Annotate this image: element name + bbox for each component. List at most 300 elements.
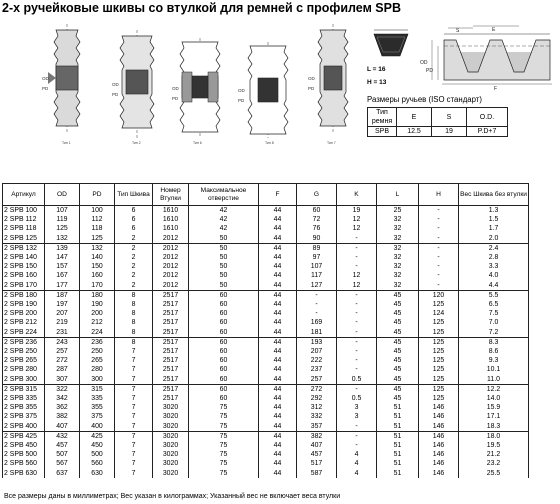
- table-cell: 44: [259, 403, 297, 412]
- table-cell: 2012: [153, 281, 189, 291]
- column-header: Артикул: [3, 184, 45, 206]
- table-cell: 0.5: [337, 394, 377, 403]
- table-cell: 60: [189, 328, 259, 338]
- table-row: [3, 384, 529, 394]
- table-cell: 42: [189, 224, 259, 233]
- table-cell: 125: [80, 234, 115, 244]
- table-cell: 90: [297, 234, 337, 244]
- table-cell: 75: [189, 422, 259, 432]
- pulley-type-7-drawing: [308, 22, 358, 142]
- table-cell: 45: [377, 290, 419, 300]
- table-row: [3, 300, 529, 309]
- table-cell: 2517: [153, 365, 189, 374]
- table-cell: 200: [80, 309, 115, 318]
- table-cell: 322: [45, 384, 80, 394]
- table-cell: 44: [259, 234, 297, 244]
- table-cell: 51: [377, 469, 419, 478]
- table-cell: 7: [115, 375, 153, 385]
- table-cell: 7: [115, 422, 153, 432]
- table-cell: 300: [80, 375, 115, 385]
- table-cell: 2 SPB 125: [3, 234, 45, 244]
- table-cell: 160: [80, 271, 115, 280]
- table-cell: 125: [419, 375, 459, 385]
- table-cell: 146: [419, 412, 459, 421]
- table-cell: 60: [189, 347, 259, 356]
- table-cell: 2 SPB 224: [3, 328, 45, 338]
- table-cell: 307: [45, 375, 80, 385]
- table-cell: 507: [45, 450, 80, 459]
- table-cell: 32: [377, 215, 419, 224]
- table-cell: 44: [259, 281, 297, 291]
- table-cell: 7: [115, 347, 153, 356]
- table-cell: 7: [115, 403, 153, 412]
- table-cell: 236: [80, 337, 115, 347]
- table-cell: 3020: [153, 450, 189, 459]
- table-cell: 7.5: [459, 309, 529, 318]
- table-cell: 2517: [153, 356, 189, 365]
- table-cell: 2517: [153, 347, 189, 356]
- groove-dimensions-title: Размеры ручьев (ISO стандарт): [367, 95, 482, 104]
- column-header: PD: [80, 184, 115, 206]
- table-cell: 44: [259, 206, 297, 216]
- table-cell: -: [419, 234, 459, 244]
- table-cell: 8: [115, 309, 153, 318]
- table-cell: 2012: [153, 234, 189, 244]
- table-cell: 42: [189, 215, 259, 224]
- table-cell: 0.5: [337, 375, 377, 385]
- table-row: [3, 459, 529, 468]
- table-cell: -: [337, 422, 377, 432]
- table-cell: 125: [45, 224, 80, 233]
- table-cell: 100: [80, 206, 115, 216]
- table-cell: -: [337, 262, 377, 271]
- table-cell: 107: [297, 262, 337, 271]
- table-cell: 50: [189, 271, 259, 280]
- table-cell: 517: [297, 459, 337, 468]
- table-cell: 44: [259, 384, 297, 394]
- table-cell: 21.2: [459, 450, 529, 459]
- table-cell: 587: [297, 469, 337, 478]
- footnote: Все размеры даны в миллиметрах; Вес указан в килограммах; Указанный вес не включает веса втулки: [4, 493, 341, 500]
- table-cell: 382: [297, 431, 337, 441]
- table-cell: 125: [419, 384, 459, 394]
- table-cell: 2 SPB 500: [3, 450, 45, 459]
- table-row: [3, 403, 529, 412]
- table-row: [3, 224, 529, 233]
- column-header: OD: [45, 184, 80, 206]
- table-row: [3, 253, 529, 262]
- table-cell: 60: [189, 356, 259, 365]
- column-header: H: [419, 184, 459, 206]
- table-cell: 44: [259, 347, 297, 356]
- table-cell: 118: [80, 224, 115, 233]
- table-cell: 125: [419, 337, 459, 347]
- table-cell: 637: [45, 469, 80, 478]
- table-cell: 119: [45, 215, 80, 224]
- table-cell: 457: [297, 450, 337, 459]
- table-cell: 8: [115, 328, 153, 338]
- table-row: [3, 394, 529, 403]
- table-cell: 2 SPB 118: [3, 224, 45, 233]
- table-cell: -: [337, 309, 377, 318]
- table-cell: 6: [115, 215, 153, 224]
- table-cell: 3020: [153, 459, 189, 468]
- table-cell: 45: [377, 394, 419, 403]
- table-cell: 75: [189, 403, 259, 412]
- table-cell: 190: [80, 300, 115, 309]
- table-cell: 50: [189, 243, 259, 253]
- table-cell: 2 SPB 400: [3, 422, 45, 432]
- table-cell: -: [419, 206, 459, 216]
- table-cell: 44: [259, 271, 297, 280]
- table-cell: 44: [259, 262, 297, 271]
- table-cell: 157: [45, 262, 80, 271]
- table-cell: 45: [377, 384, 419, 394]
- table-cell: 2 SPB 132: [3, 243, 45, 253]
- table-cell: 250: [80, 347, 115, 356]
- table-cell: -: [337, 318, 377, 327]
- table-cell: 287: [45, 365, 80, 374]
- table-cell: 2517: [153, 300, 189, 309]
- table-cell: 2 SPB 375: [3, 412, 45, 421]
- table-cell: 125: [419, 318, 459, 327]
- pulley-type-2-drawing: [112, 30, 162, 142]
- table-cell: 45: [377, 375, 419, 385]
- table-cell: 315: [80, 384, 115, 394]
- table-row: [3, 375, 529, 385]
- table-cell: 75: [189, 431, 259, 441]
- table-cell: 457: [45, 441, 80, 450]
- table-cell: 219: [45, 318, 80, 327]
- table-cell: -: [297, 290, 337, 300]
- table-cell: 7.2: [459, 328, 529, 338]
- table-cell: 7: [115, 394, 153, 403]
- table-cell: 2517: [153, 384, 189, 394]
- table-cell: -: [419, 281, 459, 291]
- table-cell: 12.2: [459, 384, 529, 394]
- table-cell: 4: [337, 450, 377, 459]
- table-cell: 125: [419, 394, 459, 403]
- table-cell: 400: [80, 422, 115, 432]
- table-cell: 139: [45, 243, 80, 253]
- table-cell: 8: [115, 300, 153, 309]
- table-cell: 32: [377, 243, 419, 253]
- table-cell: 132: [45, 234, 80, 244]
- table-cell: -: [337, 328, 377, 338]
- table-cell: 2 SPB 315: [3, 384, 45, 394]
- groove-cell: SPB: [368, 127, 397, 137]
- pd-label: PD: [426, 68, 433, 74]
- table-cell: 257: [45, 347, 80, 356]
- table-cell: 355: [80, 403, 115, 412]
- table-row: [3, 234, 529, 244]
- table-row: [3, 431, 529, 441]
- table-cell: 51: [377, 459, 419, 468]
- table-cell: -: [337, 337, 377, 347]
- table-cell: 32: [377, 224, 419, 233]
- table-cell: 382: [45, 412, 80, 421]
- table-cell: 15.9: [459, 403, 529, 412]
- table-cell: 32: [377, 262, 419, 271]
- table-cell: 44: [259, 328, 297, 338]
- table-cell: 177: [45, 281, 80, 291]
- table-cell: 197: [45, 300, 80, 309]
- table-cell: 1610: [153, 224, 189, 233]
- table-cell: 140: [80, 253, 115, 262]
- table-row: [3, 281, 529, 291]
- pd-label: PD: [112, 92, 119, 97]
- table-cell: 2 SPB 180: [3, 290, 45, 300]
- groove-header: Тип ремня: [368, 108, 397, 127]
- table-cell: 2 SPB 450: [3, 441, 45, 450]
- table-cell: 332: [297, 412, 337, 421]
- table-row: [3, 206, 529, 216]
- table-cell: 3: [337, 403, 377, 412]
- table-cell: 2012: [153, 271, 189, 280]
- table-cell: 7: [115, 469, 153, 478]
- table-row: [3, 337, 529, 347]
- table-cell: 7: [115, 356, 153, 365]
- table-cell: 44: [259, 243, 297, 253]
- table-cell: 212: [80, 318, 115, 327]
- table-cell: -: [419, 215, 459, 224]
- table-cell: 193: [297, 337, 337, 347]
- table-cell: 23.2: [459, 459, 529, 468]
- groove-profile-drawing: [418, 22, 558, 90]
- table-cell: 32: [377, 271, 419, 280]
- table-cell: 8.3: [459, 337, 529, 347]
- table-cell: 10.1: [459, 365, 529, 374]
- od-label: OD: [308, 76, 315, 81]
- table-cell: 3020: [153, 441, 189, 450]
- table-cell: 147: [45, 253, 80, 262]
- table-row: [3, 356, 529, 365]
- table-cell: 32: [377, 281, 419, 291]
- table-cell: 50: [189, 281, 259, 291]
- table-row: [3, 243, 529, 253]
- table-cell: 60: [189, 394, 259, 403]
- groove-header: S: [432, 108, 467, 127]
- table-cell: 44: [259, 450, 297, 459]
- table-cell: -: [419, 271, 459, 280]
- table-cell: 2: [115, 271, 153, 280]
- table-cell: 107: [45, 206, 80, 216]
- pulley-type-1-drawing: [42, 22, 92, 142]
- table-cell: 2 SPB 280: [3, 365, 45, 374]
- table-cell: 169: [297, 318, 337, 327]
- table-cell: 2517: [153, 394, 189, 403]
- table-cell: -: [337, 384, 377, 394]
- table-cell: 4.0: [459, 271, 529, 280]
- table-cell: -: [337, 431, 377, 441]
- table-cell: 60: [189, 290, 259, 300]
- table-cell: 44: [259, 356, 297, 365]
- table-cell: 60: [189, 300, 259, 309]
- table-cell: 44: [259, 215, 297, 224]
- table-cell: 2 SPB 335: [3, 394, 45, 403]
- table-cell: 8: [115, 337, 153, 347]
- table-cell: -: [419, 243, 459, 253]
- table-cell: 8.6: [459, 347, 529, 356]
- table-cell: 3020: [153, 422, 189, 432]
- table-cell: 2012: [153, 262, 189, 271]
- table-cell: 7: [115, 450, 153, 459]
- table-cell: 125: [419, 347, 459, 356]
- groove-dimensions-table: [367, 107, 508, 137]
- table-row: [3, 309, 529, 318]
- table-cell: 335: [80, 394, 115, 403]
- table-cell: 2 SPB 100: [3, 206, 45, 216]
- table-cell: 45: [377, 365, 419, 374]
- table-cell: 2 SPB 425: [3, 431, 45, 441]
- table-cell: 2 SPB 560: [3, 459, 45, 468]
- table-row: [3, 215, 529, 224]
- table-cell: 265: [80, 356, 115, 365]
- table-cell: -: [337, 365, 377, 374]
- table-row: [3, 262, 529, 271]
- table-row: [3, 328, 529, 338]
- table-cell: 45: [377, 328, 419, 338]
- table-cell: 44: [259, 431, 297, 441]
- table-cell: 2: [115, 262, 153, 271]
- table-cell: 567: [45, 459, 80, 468]
- table-cell: 272: [297, 384, 337, 394]
- pd-label: PD: [238, 98, 245, 103]
- table-cell: 170: [80, 281, 115, 291]
- table-cell: 146: [419, 469, 459, 478]
- belt-width-label: L = 16: [367, 66, 386, 73]
- table-cell: 2 SPB 630: [3, 469, 45, 478]
- table-cell: 2 SPB 170: [3, 281, 45, 291]
- table-cell: 6.5: [459, 300, 529, 309]
- table-cell: 32: [377, 253, 419, 262]
- table-cell: 125: [419, 365, 459, 374]
- table-row: [3, 271, 529, 280]
- table-cell: 44: [259, 300, 297, 309]
- table-cell: 132: [80, 243, 115, 253]
- table-cell: 12: [337, 224, 377, 233]
- pulley-type-caption: Тип 7: [327, 141, 336, 145]
- table-cell: 2517: [153, 318, 189, 327]
- table-cell: 3020: [153, 469, 189, 478]
- table-cell: 7: [115, 441, 153, 450]
- table-cell: 4.4: [459, 281, 529, 291]
- table-cell: 3020: [153, 403, 189, 412]
- table-cell: 2 SPB 212: [3, 318, 45, 327]
- table-cell: 14.0: [459, 394, 529, 403]
- table-cell: 2 SPB 190: [3, 300, 45, 309]
- table-cell: 1610: [153, 206, 189, 216]
- table-cell: 146: [419, 403, 459, 412]
- table-cell: 42: [189, 206, 259, 216]
- table-cell: 224: [80, 328, 115, 338]
- table-row: [3, 318, 529, 327]
- pulley-type-caption: Тип 2: [132, 141, 141, 145]
- table-cell: 112: [80, 215, 115, 224]
- table-cell: 2012: [153, 253, 189, 262]
- table-cell: 44: [259, 318, 297, 327]
- table-row: [3, 365, 529, 374]
- table-cell: 1610: [153, 215, 189, 224]
- table-cell: 2 SPB 300: [3, 375, 45, 385]
- table-cell: 17.1: [459, 412, 529, 421]
- pulley-type-caption: Тип 6: [193, 141, 202, 145]
- table-cell: 44: [259, 253, 297, 262]
- table-cell: 127: [297, 281, 337, 291]
- table-row: [3, 441, 529, 450]
- groove-header: O.D.: [467, 108, 508, 127]
- table-cell: 44: [259, 337, 297, 347]
- table-cell: 32: [377, 234, 419, 244]
- table-cell: -: [337, 290, 377, 300]
- table-cell: 19.5: [459, 441, 529, 450]
- table-header-row: [3, 184, 529, 206]
- table-cell: 45: [377, 318, 419, 327]
- table-cell: -: [337, 300, 377, 309]
- table-cell: 45: [377, 300, 419, 309]
- table-row: [3, 290, 529, 300]
- table-cell: 44: [259, 441, 297, 450]
- table-row: [3, 450, 529, 459]
- table-cell: 7: [115, 431, 153, 441]
- table-cell: 2: [115, 234, 153, 244]
- table-cell: 25: [377, 206, 419, 216]
- table-cell: 207: [297, 347, 337, 356]
- table-cell: 44: [259, 412, 297, 421]
- table-cell: 44: [259, 290, 297, 300]
- table-cell: -: [297, 300, 337, 309]
- table-cell: 50: [189, 253, 259, 262]
- table-cell: 432: [45, 431, 80, 441]
- table-cell: 292: [297, 394, 337, 403]
- table-row: [3, 469, 529, 478]
- table-cell: 12: [337, 215, 377, 224]
- table-cell: 3020: [153, 431, 189, 441]
- table-cell: 237: [297, 365, 337, 374]
- table-cell: 146: [419, 450, 459, 459]
- table-cell: 75: [189, 441, 259, 450]
- table-cell: 2 SPB 250: [3, 347, 45, 356]
- pulley-type-6-drawing: [172, 38, 228, 142]
- table-cell: 7: [115, 412, 153, 421]
- groove-cell: P.D+7: [467, 127, 508, 137]
- table-cell: 2: [115, 281, 153, 291]
- table-cell: 44: [259, 365, 297, 374]
- table-cell: 7: [115, 459, 153, 468]
- table-cell: -: [337, 234, 377, 244]
- table-cell: 9.3: [459, 356, 529, 365]
- e-label: E: [492, 27, 496, 33]
- table-cell: 2 SPB 112: [3, 215, 45, 224]
- table-cell: 44: [259, 422, 297, 432]
- table-cell: 75: [189, 459, 259, 468]
- table-cell: 312: [297, 403, 337, 412]
- table-cell: 44: [259, 309, 297, 318]
- table-cell: 7: [115, 365, 153, 374]
- table-cell: 60: [189, 384, 259, 394]
- table-cell: 187: [45, 290, 80, 300]
- table-cell: 60: [189, 337, 259, 347]
- table-cell: 120: [419, 290, 459, 300]
- table-cell: -: [297, 309, 337, 318]
- table-cell: 51: [377, 422, 419, 432]
- table-cell: 60: [189, 375, 259, 385]
- table-cell: 2 SPB 200: [3, 309, 45, 318]
- table-cell: -: [337, 441, 377, 450]
- table-cell: 3: [337, 412, 377, 421]
- table-cell: 75: [189, 450, 259, 459]
- table-cell: 2: [115, 253, 153, 262]
